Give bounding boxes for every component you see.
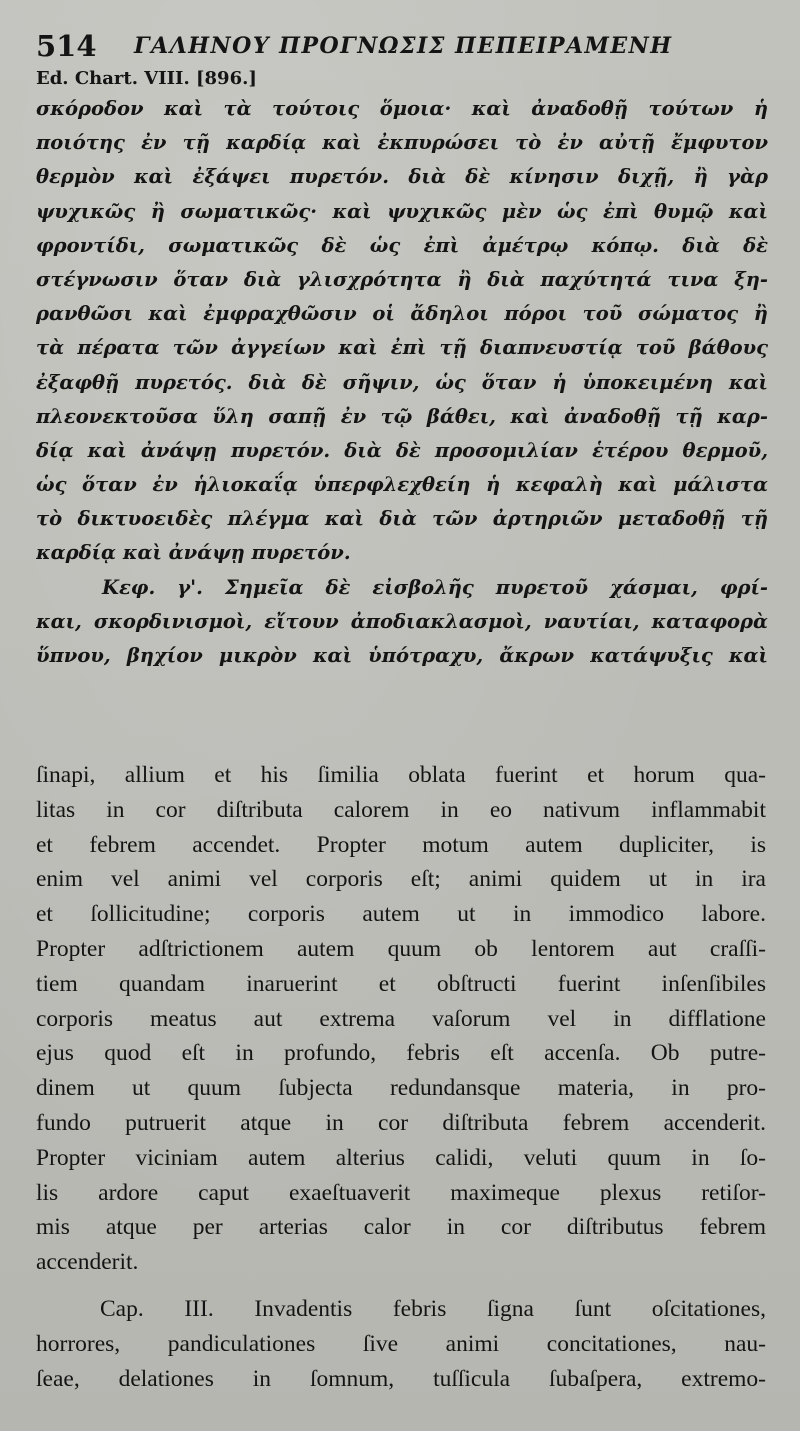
greek-text-line: ποιότης ἐν τῇ καρδίᾳ καὶ ἐκπυρώσει τὸ ἐν αὐτῇ ἔμφυτον bbox=[36, 131, 768, 155]
latin-text-line: dinem ut quum ſubjecta redundansque materia, in pro- bbox=[36, 1075, 766, 1102]
latin-text-line: Propter adſtrictionem autem quum ob lentorem aut craſſi- bbox=[36, 935, 766, 962]
latin-text-line: accenderit. bbox=[36, 1249, 139, 1276]
greek-text-block bbox=[36, 92, 768, 673]
greek-text-line: φροντίδι, σωματικῶς δὲ ὡς ἐπὶ ἀμέτρῳ κόπῳ. διὰ δὲ bbox=[36, 233, 768, 257]
latin-text-line: mis atque per arterias calor in cor diſtributus febrem bbox=[36, 1214, 766, 1241]
latin-text-line: Propter viciniam autem alterius calidi, veluti quum in ſo- bbox=[36, 1144, 766, 1171]
latin-text-line: et ſollicitudine; corporis autem ut in immodico labore. bbox=[36, 901, 766, 928]
greek-text-line: ἐξαφθῇ πυρετός. διὰ δὲ σῆψιν, ὡς ὅταν ἡ ὑποκειμένη καὶ bbox=[36, 370, 768, 394]
latin-chapter-heading-line: Cap. III. Invadentis febris ſigna ſunt oſcitationes, bbox=[100, 1295, 766, 1322]
latin-text-line: lis ardore caput exaeſtuaverit maximeque plexus retiſor- bbox=[36, 1179, 766, 1206]
greek-text-line: ὕπνου, βηχίον μικρὸν καὶ ὑπότραχυ, ἄκρων κατάψυξις καὶ bbox=[36, 644, 768, 667]
latin-text-line: horrores, pandiculationes ſive animi concitationes, nau- bbox=[36, 1330, 766, 1357]
greek-text-line: σκόροδον καὶ τὰ τούτοις ὅμοια· καὶ ἀναδοθῇ τούτων ἡ bbox=[36, 97, 768, 120]
latin-text-line: ſinapi, allium et his ſimilia oblata fuerint et horum qua- bbox=[36, 762, 766, 788]
greek-text-line: ψυχικῶς ἢ σωματικῶς· καὶ ψυχικῶς μὲν ὡς ἐπὶ θυμῷ καὶ bbox=[36, 199, 768, 223]
edition-reference: Ed. Chart. VIII. [896.] bbox=[36, 68, 257, 89]
running-title: ΓΑΛΗΝΟΥ ΠΡΟΓΝΩΣΙΣ ΠΕΠΕΙΡΑΜΕΝΗ bbox=[134, 33, 673, 59]
greek-text-line: στέγνωσιν ὅταν διὰ γλισχρότητα ἢ διὰ παχύτητά τινα ξη- bbox=[36, 267, 768, 291]
page-number: 514 bbox=[36, 29, 97, 63]
latin-text-line: ſeae, delationes in ſomnum, tuſſicula ſubaſpera, extremo- bbox=[36, 1365, 766, 1392]
latin-text-line: fundo putruerit atque in cor diſtributa febrem accenderit. bbox=[36, 1109, 766, 1136]
greek-text-line: καρδίᾳ καὶ ἀνάψῃ πυρετόν. bbox=[36, 541, 351, 565]
latin-text-line: tiem quandam inaruerint et obſtructi fuerint inſenſibiles bbox=[36, 970, 766, 997]
greek-chapter-heading-line: Κεφ. γ'. Σημεῖα δὲ εἰσβολῆς πυρετοῦ χάσμαι, φρί- bbox=[102, 575, 768, 599]
greek-text-line: ὡς ὅταν ἐν ἡλιοκαΐᾳ ὑπερφλεχθείη ἡ κεφαλὴ καὶ μάλιστα bbox=[36, 473, 768, 497]
latin-text-block bbox=[36, 758, 766, 1396]
latin-text-line: et febrem accendet. Propter motum autem dupliciter, is bbox=[36, 831, 766, 858]
greek-text-line: πλεονεκτοῦσα ὕλη σαπῇ ἐν τῷ βάθει, καὶ ἀναδοθῇ τῇ καρ- bbox=[36, 404, 768, 428]
latin-text-line: litas in cor diſtributa calorem in eo nativum inflammabit bbox=[36, 796, 766, 823]
greek-text-line: και, σκορδινισμοὶ, εἴτουν ἀποδιακλασμοὶ, ναυτίαι, καταφορὰ bbox=[36, 609, 768, 633]
greek-text-line: δίᾳ καὶ ἀνάψῃ πυρετόν. διὰ δὲ προσομιλίαν ἑτέρου θερμοῦ, bbox=[36, 438, 768, 462]
greek-text-line: θερμὸν καὶ ἐξάψει πυρετόν. διὰ δὲ κίνησιν διχῇ, ἢ γὰρ bbox=[36, 165, 768, 189]
latin-text-line: corporis meatus aut extrema vaſorum vel in difflatione bbox=[36, 1005, 766, 1032]
greek-text-line: τὰ πέρατα τῶν ἀγγείων καὶ ἐπὶ τῇ διαπνευστίᾳ τοῦ βάθους bbox=[36, 336, 768, 360]
greek-text-line: ρανθῶσι καὶ ἐμφραχθῶσιν οἱ ἄδηλοι πόροι τοῦ σώματος ἢ bbox=[36, 302, 768, 326]
latin-text-line: enim vel animi vel corporis eſt; animi quidem ut in ira bbox=[36, 866, 766, 893]
greek-text-line: τὸ δικτυοειδὲς πλέγμα καὶ διὰ τῶν ἀρτηριῶν μεταδοθῇ τῇ bbox=[36, 507, 768, 531]
latin-text-line: ejus quod eſt in profundo, febris eſt accenſa. Ob putre- bbox=[36, 1040, 766, 1067]
page-header bbox=[36, 28, 766, 68]
